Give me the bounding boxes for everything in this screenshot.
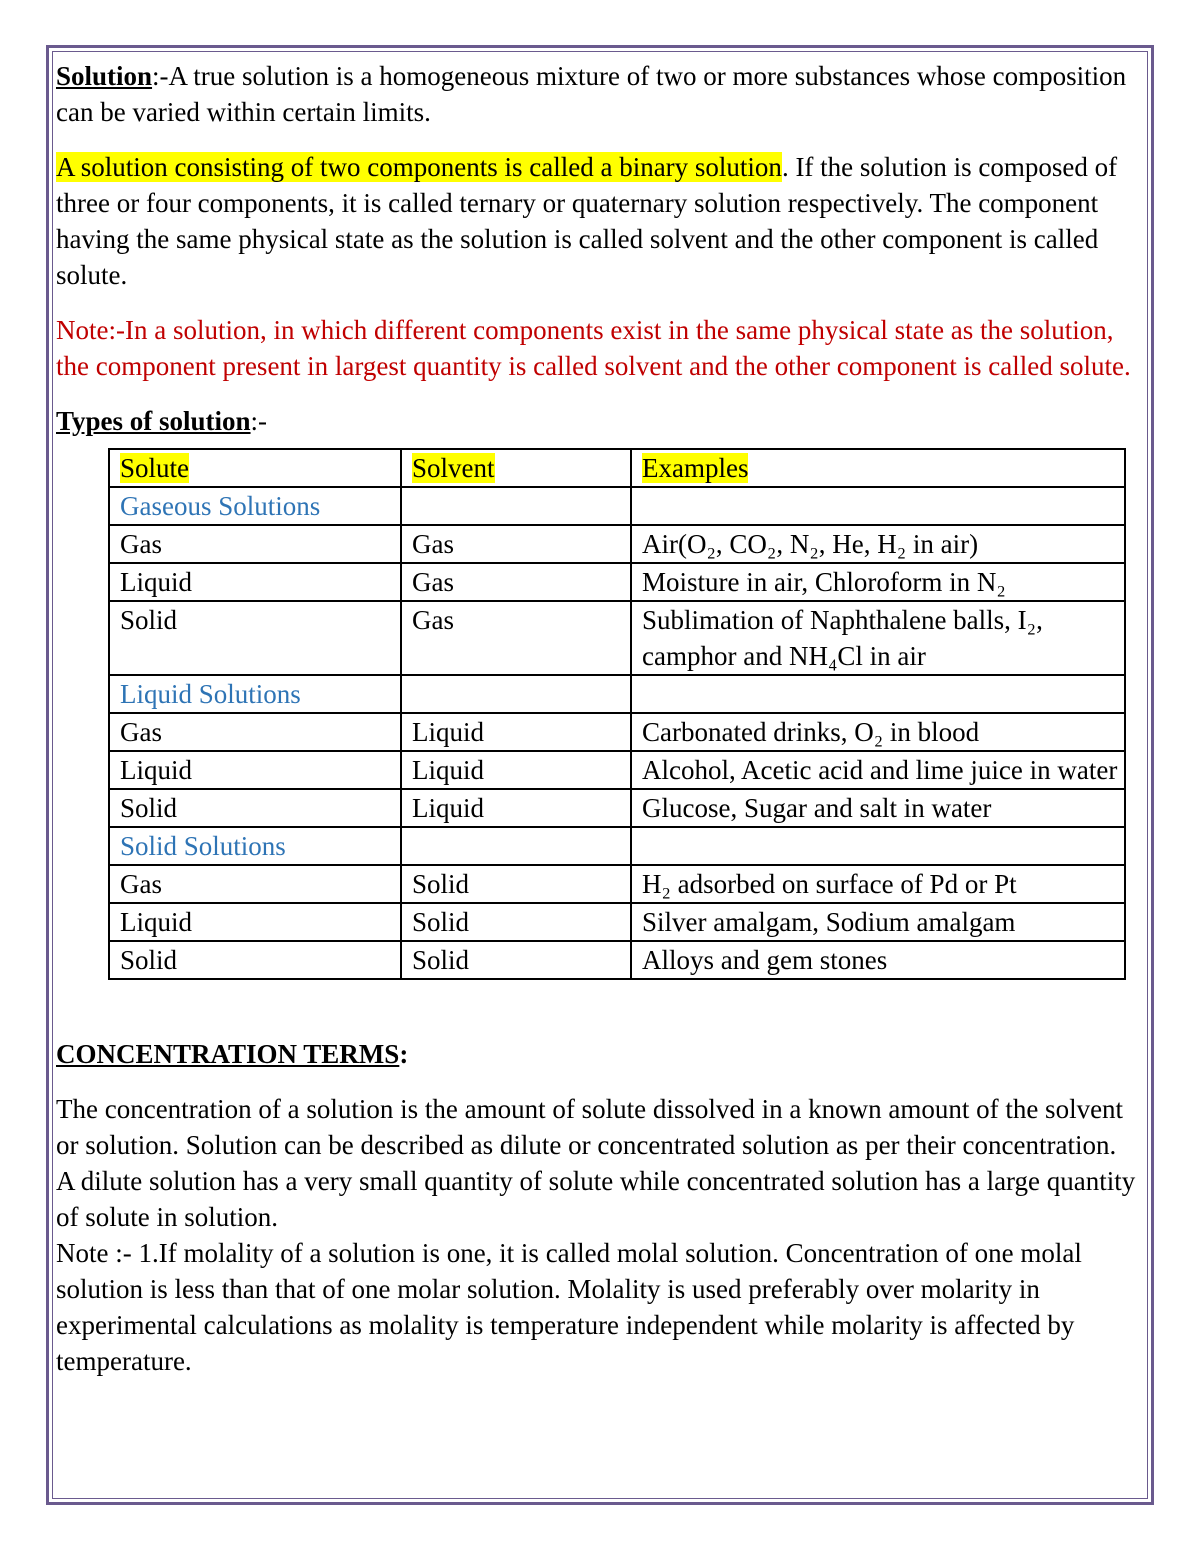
concentration-heading-line [56, 1036, 1144, 1072]
solvent-cell: Gas [401, 525, 631, 563]
table-row [109, 601, 1125, 675]
solute-cell: Solid [109, 789, 401, 827]
header-examples: Examples [631, 449, 1125, 487]
example-cell: Alcohol, Acetic acid and lime juice in water [631, 751, 1125, 789]
solution-heading: Solution [56, 61, 153, 91]
group-row-solid [109, 827, 1125, 865]
solute-cell: Gas [109, 525, 401, 563]
concentration-paragraph-2: A dilute solution has a very small quantity of solute while concentrated solution has a large quantity of solute in solution. [56, 1166, 1136, 1232]
solution-definition-text: :-A true solution is a homogeneous mixture of two or more substances whose composition can be varied within certain limits. [56, 61, 1127, 127]
solvent-cell: Liquid [401, 751, 631, 789]
solvent-cell: Liquid [401, 713, 631, 751]
group-row-gaseous [109, 487, 1125, 525]
solvent-cell: Gas [401, 601, 631, 675]
concentration-section [56, 1091, 1144, 1379]
empty-cell [401, 675, 631, 713]
solution-definition [56, 58, 1144, 130]
solvent-cell: Solid [401, 865, 631, 903]
example-cell: Alloys and gem stones [631, 941, 1125, 979]
table-row [109, 789, 1125, 827]
example-cell: Sublimation of Naphthalene balls, I₂, camphor and NH₄Cl in air [631, 601, 1125, 675]
solute-cell: Liquid [109, 563, 401, 601]
empty-cell [631, 827, 1125, 865]
example-cell: Carbonated drinks, O₂ in blood [631, 713, 1125, 751]
solvent-cell: Solid [401, 903, 631, 941]
concentration-paragraph-1: The concentration of a solution is the amount of solute dissolved in a known amount of the solvent or solution. Solution can be described as dilute or concentrated solution as per their concentration. [56, 1094, 1124, 1160]
table-row [109, 751, 1125, 789]
table-row [109, 713, 1125, 751]
solvent-cell: Solid [401, 941, 631, 979]
table-row [109, 563, 1125, 601]
solute-cell: Solid [109, 601, 401, 675]
binary-paragraph [56, 149, 1144, 293]
header-solute: Solute [109, 449, 401, 487]
solute-cell: Gas [109, 713, 401, 751]
binary-highlight: A solution consisting of two components is called a binary solution [56, 152, 782, 182]
example-cell: Air(O₂, CO₂, N₂, He, H₂ in air) [631, 525, 1125, 563]
example-cell: Moisture in air, Chloroform in N₂ [631, 563, 1125, 601]
header-solvent: Solvent [401, 449, 631, 487]
solute-cell: Liquid [109, 751, 401, 789]
table-row [109, 903, 1125, 941]
empty-cell [631, 675, 1125, 713]
solvent-cell: Gas [401, 563, 631, 601]
table-row [109, 525, 1125, 563]
table-row [109, 941, 1125, 979]
solute-cell: Gas [109, 865, 401, 903]
example-cell: Glucose, Sugar and salt in water [631, 789, 1125, 827]
group-title: Gaseous Solutions [109, 487, 401, 525]
concentration-note: Note :- 1.If molality of a solution is one, it is called molal solution. Concentration of one molal solution is less than that of one molar solution. Molality is used preferably over molarity in experimental calculations as molality is temperature independent while molarity is affected by temperature. [56, 1238, 1082, 1376]
types-heading-suffix: :- [250, 406, 268, 436]
group-title: Liquid Solutions [109, 675, 401, 713]
example-cell: Silver amalgam, Sodium amalgam [631, 903, 1125, 941]
concentration-heading: CONCENTRATION TERMS [56, 1039, 400, 1069]
solvent-cell: Liquid [401, 789, 631, 827]
document-body [56, 58, 1144, 1379]
group-row-liquid [109, 675, 1125, 713]
example-cell: H₂ adsorbed on surface of Pd or Pt [631, 865, 1125, 903]
table-header-row [109, 449, 1125, 487]
binary-text: . If the solution is composed of three or four components, it is called ternary or quaternary solution respectively. The component having the same physical state as the solution is called solvent and the other component is called solute. [56, 152, 1118, 290]
types-of-solution-table [108, 448, 1126, 980]
solute-cell: Liquid [109, 903, 401, 941]
note-solvent-solute: Note:-In a solution, in which different components exist in the same physical state as the solution, the component present in largest quantity is called solvent and the other component is called solute. [56, 315, 1131, 381]
types-heading: Types of solution [56, 406, 251, 436]
group-title: Solid Solutions [109, 827, 401, 865]
empty-cell [631, 487, 1125, 525]
table-row [109, 865, 1125, 903]
concentration-heading-suffix: : [399, 1039, 409, 1069]
empty-cell [401, 827, 631, 865]
types-heading-line [56, 403, 1144, 439]
empty-cell [401, 487, 631, 525]
solute-cell: Solid [109, 941, 401, 979]
